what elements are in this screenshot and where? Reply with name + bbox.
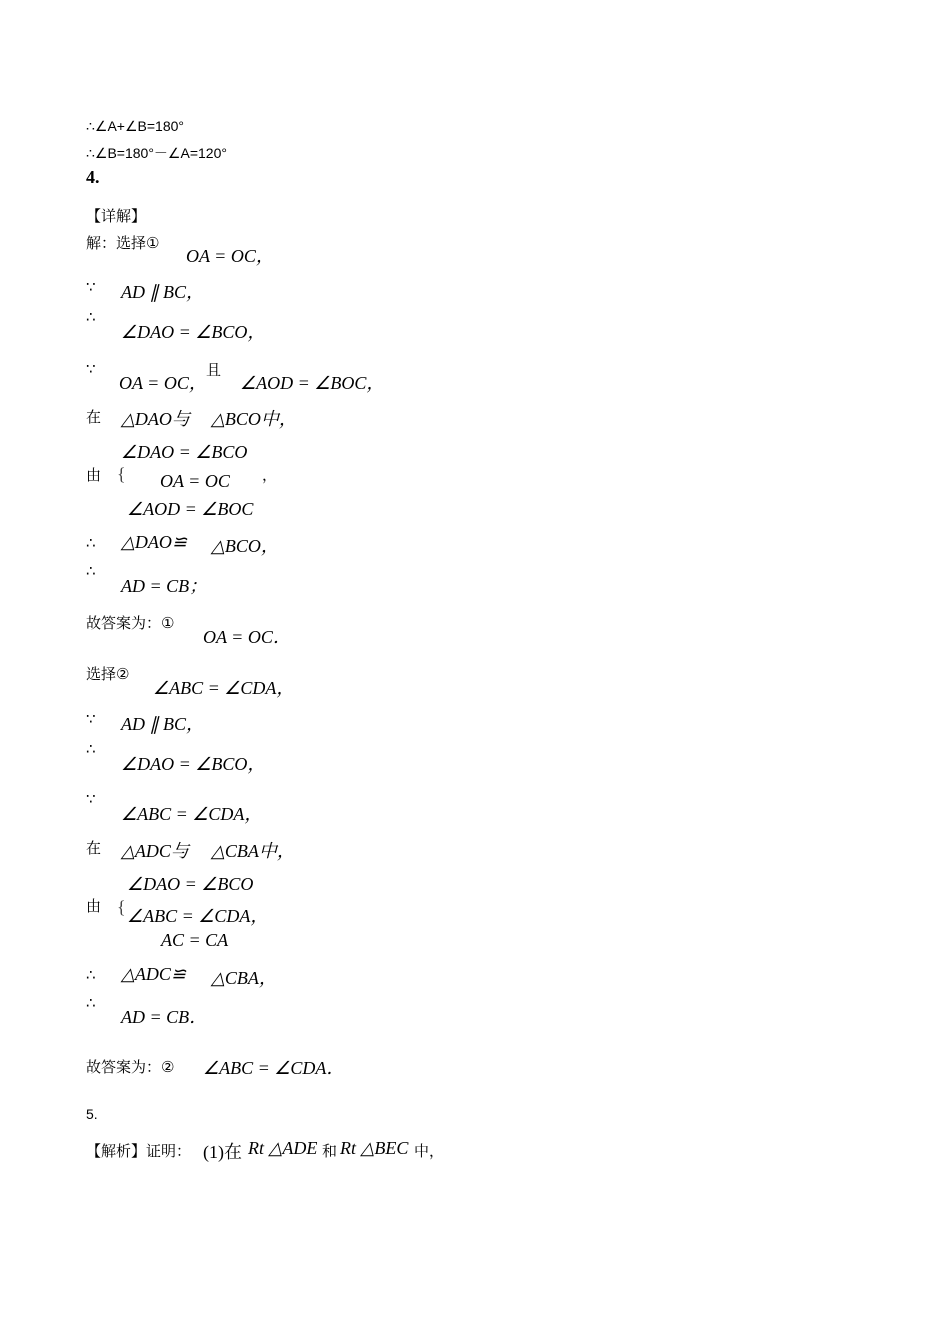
because-symbol: ∵ [86, 790, 96, 808]
answer-math: OA = OC． [203, 627, 291, 647]
question-number: 4. [86, 167, 100, 187]
punctuation: ， [262, 466, 278, 484]
equation-line: ∠ABC = ∠CDA， [127, 906, 269, 926]
math-expression: ∠DAO = ∠BCO， [121, 322, 266, 342]
math-expression: ∠ABC = ∠CDA， [121, 804, 263, 824]
proof-line: ∴∠A+∠B=180° [86, 118, 184, 134]
math-expression: AD = CB． [121, 1007, 208, 1027]
math-expression: △CBA中， [211, 841, 295, 861]
math-expression: OA = OC， [186, 246, 274, 266]
because-symbol: ∵ [86, 278, 96, 296]
conjunction: 且 [206, 361, 222, 379]
therefore-symbol: ∴ [86, 994, 96, 1012]
answer-math: ∠ABC = ∠CDA． [203, 1058, 345, 1078]
punctuation: 中， [414, 1142, 445, 1160]
option-intro: 选择② [86, 665, 130, 683]
therefore-symbol: ∴ [86, 308, 96, 326]
math-expression: △CBA， [211, 968, 277, 988]
equation-line: ∠DAO = ∠BCO [127, 874, 254, 894]
conjunction: 和 [322, 1142, 338, 1160]
therefore-symbol: ∴ [86, 966, 96, 984]
label-text: 在 [86, 839, 102, 857]
math-expression: ∠AOD = ∠BOC， [240, 373, 385, 393]
answer-label: 故答案为：② [86, 1058, 175, 1076]
answer-label: 故答案为：① [86, 614, 175, 632]
math-expression: Rt △ADE [248, 1138, 318, 1158]
equation-line: OA = OC [160, 471, 230, 491]
section-heading: 【解析】证明： [86, 1142, 192, 1160]
math-expression: △BCO， [211, 536, 279, 556]
system-brace: { [117, 897, 126, 917]
math-expression: AD ∥ BC， [121, 714, 204, 734]
therefore-symbol: ∴ [86, 740, 96, 758]
math-expression: (1)在 [203, 1142, 242, 1162]
proof-line: ∴∠B=180°－∠A=120° [86, 145, 227, 161]
math-expression: AD ∥ BC， [121, 282, 204, 302]
math-expression: ∠ABC = ∠CDA， [153, 678, 295, 698]
math-expression: OA = OC， [119, 373, 207, 393]
math-expression: △BCO中， [211, 409, 297, 429]
label-text: 在 [86, 408, 102, 426]
section-heading: 【详解】 [86, 207, 147, 225]
equation-line: ∠DAO = ∠BCO [121, 442, 248, 462]
system-brace: { [117, 464, 126, 484]
therefore-symbol: ∴ [86, 562, 96, 580]
because-symbol: ∵ [86, 360, 96, 378]
label-text: 由 [86, 897, 102, 915]
math-expression: ∠DAO = ∠BCO， [121, 754, 266, 774]
option-intro: 解：选择① [86, 234, 160, 252]
math-expression: △ADC与 [121, 841, 189, 861]
math-expression: AD = CB； [121, 576, 208, 596]
because-symbol: ∵ [86, 710, 96, 728]
math-expression: Rt △BEC [340, 1138, 409, 1158]
math-expression: △DAO≌ [121, 532, 187, 552]
label-text: 由 [86, 466, 102, 484]
equation-line: AC = CA [161, 930, 229, 950]
question-number: 5. [86, 1106, 98, 1122]
math-expression: △DAO与 [121, 409, 190, 429]
therefore-symbol: ∴ [86, 534, 96, 552]
equation-line: ∠AOD = ∠BOC [127, 499, 254, 519]
math-expression: △ADC≌ [121, 964, 186, 984]
